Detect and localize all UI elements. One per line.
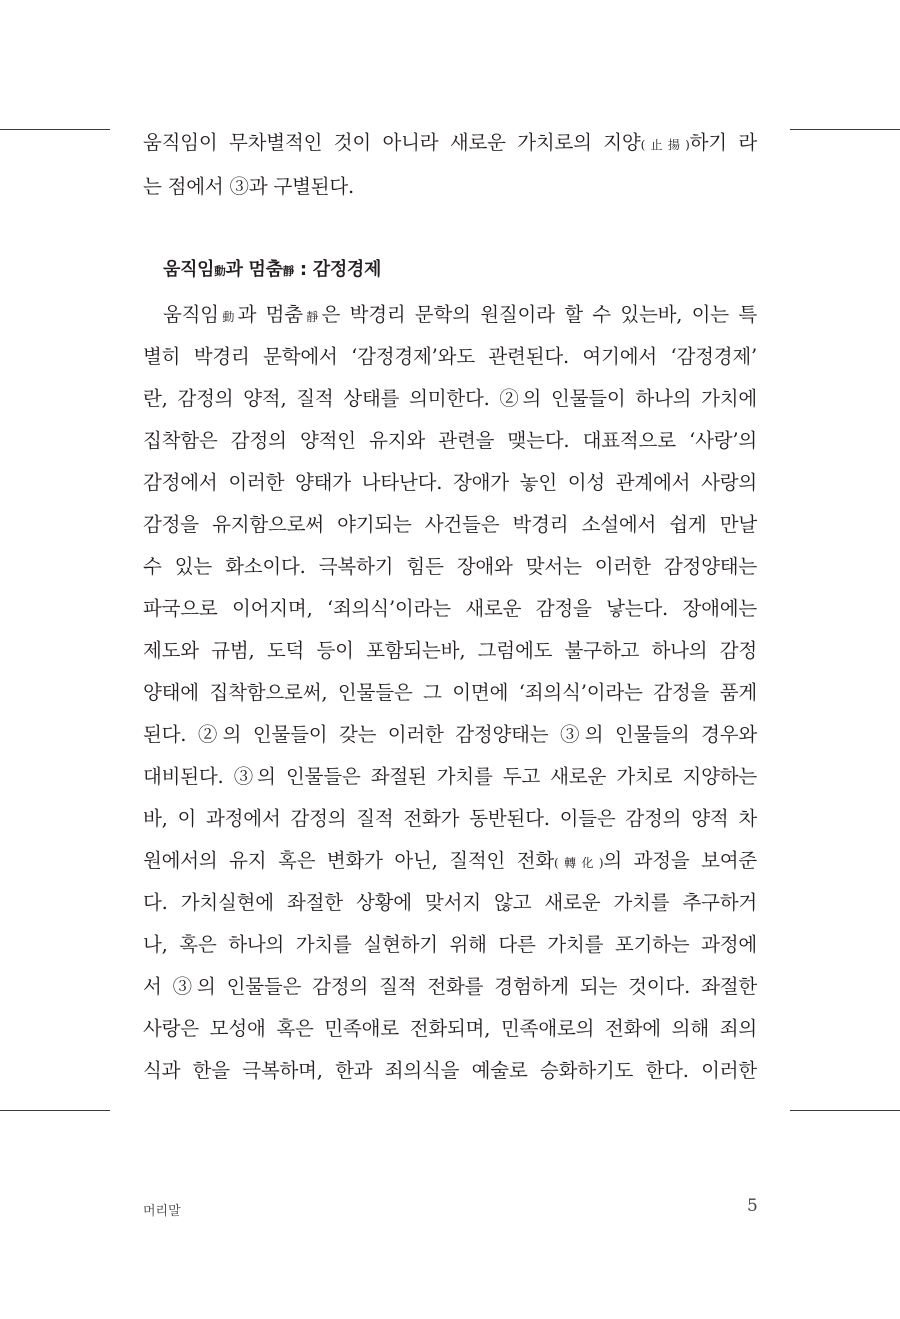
body-line-6: 감정을 유지함으로써 야기되는 사건들은 박경리 소설에서 쉽게 만날 [143,513,757,536]
body-line-18: 사랑은 모성애 혹은 민족애로 전화되며, 민족애로의 전화에 의해 죄의 [143,1017,757,1040]
body-line-14: 원에서의 유지 혹은 변화가 아닌, 질적인 전화(轉化)의 과정을 보여준 [143,849,757,872]
intro-line-1: 움직임이 무차별적인 것이 아니라 새로운 가치로의 지양(止揚)하기 라 [143,131,757,154]
body-line-11: 된다. ②의 인물들이 갖는 이러한 감정양태는 ③의 인물들의 경우와 [143,723,757,746]
body-line-19: 식과 한을 극복하며, 한과 죄의식을 예술로 승화하기도 한다. 이러한 [143,1059,757,1082]
intro-line-2: 는 점에서 ③과 구별된다. [143,175,355,198]
body-line-7: 수 있는 화소이다. 극복하기 힘든 장애와 맞서는 이러한 감정양태는 [143,555,757,578]
bottom-left-rule [0,1110,110,1111]
body-line-3: 란, 감정의 양적, 질적 상태를 의미한다. ②의 인물들이 하나의 가치에 [143,387,757,410]
bottom-right-rule [790,1110,900,1111]
body-line-5: 감정에서 이러한 양태가 나타난다. 장애가 놓인 이성 관계에서 사랑의 [143,471,757,494]
body-line-16: 나, 혹은 하나의 가치를 실현하기 위해 다른 가치를 포기하는 과정에 [143,933,757,956]
body-line-12: 대비된다. ③의 인물들은 좌절된 가치를 두고 새로운 가치로 지양하는 [143,765,757,788]
running-footer-section: 머리말 [143,1204,181,1219]
section-heading: 움직임動과 멈춤靜 : 감정경제 [163,259,382,280]
body-line-9: 제도와 규범, 도덕 등이 포함되는바, 그럼에도 불구하고 하나의 감정 [143,639,757,662]
body-line-17: 서 ③의 인물들은 감정의 질적 전화를 경험하게 되는 것이다. 좌절한 [143,975,757,998]
body-line-13: 바, 이 과정에서 감정의 질적 전화가 동반된다. 이들은 감정의 양적 차 [143,807,757,830]
body-line-10: 양태에 집착함으로써, 인물들은 그 이면에 ‘죄의식’이라는 감정을 품게 [143,681,757,704]
body-line-4: 집착함은 감정의 양적인 유지와 관련을 맺는다. 대표적으로 ‘사랑’의 [143,429,757,452]
body-line-2: 별히 박경리 문학에서 ‘감정경제’와도 관련된다. 여기에서 ‘감정경제’ [143,345,757,368]
body-line-8: 파국으로 이어지며, ‘죄의식’이라는 새로운 감정을 낳는다. 장애에는 [143,597,757,620]
body-line-15: 다. 가치실현에 좌절한 상황에 맞서지 않고 새로운 가치를 추구하거 [143,891,757,914]
top-right-rule [790,129,900,130]
body-line-1: 움직임動과 멈춤靜은 박경리 문학의 원질이라 할 수 있는바, 이는 특 [163,303,757,326]
page-number: 5 [747,1196,758,1216]
top-left-rule [0,129,110,130]
